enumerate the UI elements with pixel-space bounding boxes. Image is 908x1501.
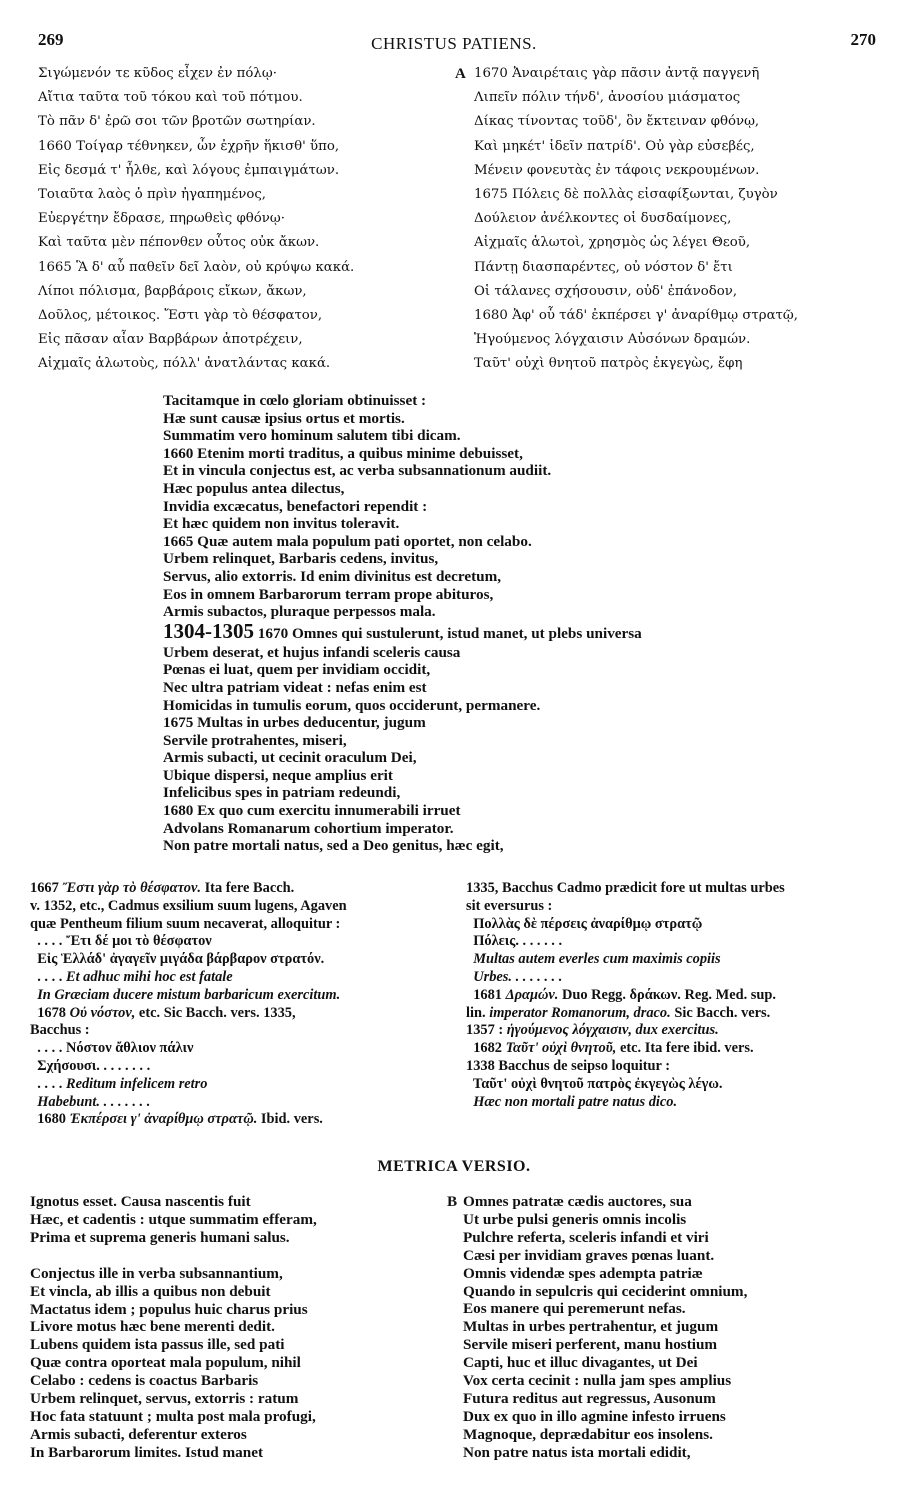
greek-verse-line: Οἱ τάλανες σχήσουσιν, οὐδ' ἐπάνοδον,	[474, 283, 738, 299]
note-line	[466, 969, 896, 987]
note-text: 1335, Bacchus Cadmo prædicit fore ut multas urbes	[466, 880, 785, 896]
latin-verse-line: Armis subacti, ut cecinit oraculum Dei,	[163, 749, 417, 767]
note-italic-text: In Græciam ducere mistum barbaricum exercitum.	[37, 986, 341, 1003]
note-text: Ita fere Bacch.	[200, 880, 295, 896]
metrica-verse-line: Pulchre referta, sceleris infandi et viri	[463, 1228, 709, 1246]
note-line	[466, 1094, 896, 1112]
latin-verse-line: Non patre mortali natus, sed a Deo genitus, hæc egit,	[163, 837, 504, 855]
greek-verse-line: Πάντῃ διασπαρέντες, οὐ νόστον δ' ἔτι	[474, 259, 733, 275]
latin-verse-line: Advolans Romanarum cohortium imperator.	[163, 819, 454, 837]
metrica-verse-line: Servile miseri perferent, manu hostium	[463, 1336, 718, 1354]
greek-verse-line: Τὸ πᾶν δ' ἐρῶ σοι τῶν βροτῶν σωτηρίαν.	[38, 114, 316, 130]
latin-verse-line: Invidia excæcatus, benefactori rependit :	[163, 497, 428, 515]
note-line	[30, 1040, 460, 1058]
latin-verse-line: 1660 Etenim morti traditus, a quibus minime debuisset,	[163, 444, 523, 462]
greek-text-left-column	[38, 62, 448, 377]
greek-verse-line: Αἴτια ταῦτα τοῦ τόκου καὶ τοῦ πότμου.	[38, 90, 303, 106]
greek-text-right-column	[474, 62, 894, 377]
note-line	[30, 951, 460, 969]
note-line	[466, 933, 896, 951]
notes-left-column	[30, 880, 460, 1129]
note-line	[30, 1094, 460, 1112]
latin-verse-line: Homicidas in tumulis eorum, quos occiderunt, permanere.	[163, 696, 541, 714]
greek-verse-line: Εἰς πᾶσαν αἶαν Βαρβάρων ἀποτρέχειν,	[38, 332, 303, 348]
note-text: . . . . Ἔτι δέ μοι τὸ θέσφατον	[30, 933, 212, 950]
latin-verse-line: Et in vincula conjectus est, ac verba subsannationum audiit.	[163, 462, 552, 480]
note-text: 1682	[466, 1040, 506, 1057]
margin-marker-b: B	[447, 1193, 458, 1210]
latin-verse-line: Pœnas ei luat, quem per invidiam occidit,	[163, 661, 431, 679]
note-text: 1338 Bacchus de seipso loquitur :	[466, 1057, 671, 1074]
metrica-verse-line: Multas in urbes pertrahentur, et jugum	[463, 1318, 719, 1336]
metrica-verse-line: Lubens quidem ista passus ille, sed pati	[30, 1336, 285, 1354]
note-text: Πολλὰς δὲ πέρσεις ἀναρίθμῳ στρατῷ	[466, 915, 703, 932]
metrica-verse-line: Omnis videndæ spes adempta patriæ	[463, 1264, 703, 1282]
note-italic-text: ἡγούμενος λόγχαισιν, dux exercitus.	[506, 1022, 719, 1039]
note-line	[30, 933, 460, 951]
note-italic-text: imperator Romanorum, draco.	[489, 1004, 671, 1021]
metrica-verse-line: Prima et suprema generis humani salus.	[30, 1228, 290, 1246]
note-italic-text: Et adhuc mihi hoc est fatale	[65, 968, 233, 985]
note-line	[466, 1058, 896, 1076]
metrica-verse-line: Capti, huc et illuc divagantes, ut Dei	[463, 1354, 698, 1372]
latin-lines-after	[163, 644, 863, 855]
latin-translation	[163, 392, 863, 855]
latin-verse-line: Nec ultra patriam videat : nefas enim est	[163, 678, 427, 696]
note-italic-text: Multas autem everles cum maximis copiis	[473, 951, 721, 968]
metrica-verse-line: Quando in sepulcris qui ceciderint omnium,	[463, 1282, 748, 1300]
note-text: Bacchus :	[30, 1022, 90, 1039]
metrica-verse-line: Livore motus hæc bene merenti dedit.	[30, 1318, 275, 1336]
greek-verse-line: Εὐεργέτην ἔδρασε, πηρωθεὶς φθόνῳ·	[38, 211, 285, 227]
greek-verse-line: 1665 Ἃ δ' αὖ παθεῖν δεῖ λαὸν, οὐ κρύψω κακά.	[38, 259, 355, 275]
latin-verse-line: Hæ sunt causæ ipsius ortus et mortis.	[163, 409, 405, 427]
column-numbers: 1304-1305	[163, 618, 254, 643]
note-italic-text: Ἐκπέρσει γ' ἀναρίθμῳ στρατῷ.	[69, 1111, 258, 1128]
greek-verse-line: Καὶ ταῦτα μὲν πέπονθεν οὗτος οὐκ ἄκων.	[38, 235, 320, 251]
metrica-verse-line: Quæ contra oporteat mala populum, nihil	[30, 1354, 301, 1372]
latin-verse-line: Servile protrahentes, miseri,	[163, 731, 347, 749]
note-text: etc. Sic Bacch. vers. 1335,	[135, 1004, 296, 1021]
note-italic-text: Reditum infelicem retro	[65, 1075, 208, 1092]
note-line	[30, 969, 460, 987]
note-line	[466, 987, 896, 1005]
note-line	[466, 1022, 896, 1040]
greek-verse-line: Μένειν φονευτὰς ἐν τάφοις νεκρουμένων.	[474, 162, 760, 178]
metrica-verse-line: In Barbarorum limites. Istud manet	[30, 1443, 264, 1461]
latin-verse-line: Infelicibus spes in patriam redeundi,	[163, 784, 401, 802]
latin-verse-line: Ubique dispersi, neque amplius erit	[163, 766, 393, 784]
latin-lines-before	[163, 392, 863, 621]
note-text: Ibid. vers.	[257, 1111, 323, 1128]
note-line	[466, 1076, 896, 1094]
latin-verse-line: Armis subactos, pluraque perpessos mala.	[163, 603, 436, 621]
greek-verse-line: Εἰς δεσμά τ' ἦλθε, καὶ λόγους ἐμπαιγμάτων.	[38, 162, 340, 178]
note-text: Sic Bacch. vers.	[670, 1004, 771, 1021]
note-text: Εἰς Ἑλλάδ' ἀγαγεῖν μιγάδα βάρβαρον στρατόν.	[30, 951, 325, 968]
note-text: . . . . Νόστον ἄθλιον πάλιν	[30, 1040, 194, 1057]
note-line	[30, 1058, 460, 1076]
note-italic-text: Οὐ νόστον,	[69, 1004, 136, 1021]
metrica-verse-line: Urbem relinquet, servus, extorris : ratum	[30, 1390, 299, 1408]
note-text: 1681	[466, 986, 506, 1003]
metrica-verse-line: Dux ex quo in illo agmine infesto irruens	[463, 1407, 726, 1425]
note-line	[466, 880, 896, 898]
page-header	[0, 30, 908, 56]
note-italic-text: Δραμών.	[505, 986, 559, 1003]
metrica-verse-line: Vox certa cecinit : nulla jam spes amplius	[463, 1372, 732, 1390]
metrica-verse-line: Celabo : cedens is coactus Barbaris	[30, 1372, 259, 1390]
note-text: 1357 :	[466, 1022, 507, 1039]
note-italic-text: Habebunt. . . . . . . .	[37, 1093, 151, 1110]
latin-verse-line: 1675 Multas in urbes deducentur, jugum	[163, 714, 426, 732]
latin-verse-line: Et hæc quidem non invitus toleravit.	[163, 515, 400, 533]
greek-verse-line: Δίκας τίνοντας τοῦδ', ὃν ἔκτειναν φθόνῳ,	[474, 114, 760, 130]
note-line	[466, 951, 896, 969]
note-text: Duo Regg. δράκων. Reg. Med. sup.	[558, 986, 776, 1003]
note-text: . . . .	[30, 1075, 66, 1092]
greek-verse-line: Αἰχμαῖς ἁλωτοὺς, πόλλ' ἀνατλάντας κακά.	[38, 356, 331, 372]
notes-right-column	[466, 880, 896, 1111]
greek-verse-line: Λιπεῖν πόλιν τήνδ', ἀνοσίου μιάσματος	[474, 90, 741, 106]
metrica-verse-line: Ignotus esset. Causa nascentis fuit	[30, 1193, 251, 1210]
page-number-left: 269	[38, 30, 64, 49]
metrica-verse-line: Armis subacti, deferentur exteros	[30, 1425, 247, 1443]
latin-verse-line: 1680 Ex quo cum exercitu innumerabili irruet	[163, 802, 461, 820]
note-text: lin.	[466, 1004, 490, 1021]
latin-verse-line: Eos in omnem Barbarorum terram prope abituros,	[163, 585, 494, 603]
metrica-verse-line: Futura reditus aut regressus, Ausonum	[463, 1389, 716, 1407]
greek-verse-line: 1670 Ἀναιρέταις γὰρ πᾶσιν ἀντᾷ παγγενῆ	[474, 66, 760, 81]
metrica-verse-line: Hæc, et cadentis : utque summatim efferam,	[30, 1210, 317, 1228]
margin-marker-a: A	[455, 66, 466, 82]
note-line	[466, 916, 896, 934]
latin-verse-line: Summatim vero hominum salutem tibi dicam.	[163, 427, 461, 445]
greek-verse-line: Δούλειον ἀνέλκοντες οἱ δυσδαίμονες,	[474, 211, 732, 227]
note-line	[30, 1022, 460, 1040]
latin-verse-line: Tacitamque in cœlo gloriam obtinuisset :	[163, 392, 427, 409]
greek-verse-line: Καὶ μηκέτ' ἰδεῖν πατρίδ'. Οὐ γὰρ εὐσεβές,	[474, 138, 755, 154]
greek-verse-line: 1675 Πόλεις δὲ πολλὰς εἰσαφίξωνται, ζυγὸν	[474, 187, 778, 203]
greek-verse-line: 1680 Ἀφ' οὗ τάδ' ἐκπέρσει γ' ἀναρίθμῳ στρατῷ,	[474, 308, 798, 324]
metrica-versio-heading: METRICA VERSIO.	[377, 1158, 531, 1175]
note-text: etc. Ita fere ibid. vers.	[616, 1040, 754, 1057]
latin-verse-line: Urbem relinquet, Barbaris cedens, invitus,	[163, 550, 439, 568]
note-line	[30, 1076, 460, 1094]
metrica-left-stanza-2	[30, 1265, 450, 1462]
greek-verse-line: Αἰχμαῖς ἁλωτοὶ, χρησμὸς ὡς λέγει Θεοῦ,	[474, 235, 751, 251]
metrica-verse-line: Hoc fata statuunt ; multa post mala profugi,	[30, 1407, 316, 1425]
metrica-verse-line: Et vincla, ab illis a quibus non debuit	[30, 1282, 271, 1300]
note-line	[30, 1111, 460, 1129]
metrica-verse-line: Eos manere qui peremerunt nefas.	[463, 1300, 686, 1318]
note-text: 1678	[30, 1004, 70, 1021]
greek-verse-line: 1660 Τοίγαρ τέθνηκεν, ὧν ἐχρῆν ἥκισθ' ὕπο,	[38, 138, 340, 154]
note-text: Σχήσουσι. . . . . . . .	[30, 1057, 151, 1074]
note-italic-text: Ταῦτ' οὐχὶ θνητοῦ,	[505, 1040, 617, 1057]
latin-line-1670	[163, 618, 863, 644]
metrica-left-column	[30, 1193, 450, 1462]
metrica-verse-line: Ut urbe pulsi generis omnis incolis	[463, 1210, 687, 1228]
note-text: sit eversurus :	[466, 897, 553, 914]
page-number-right: 270	[850, 30, 876, 49]
note-text: Ταῦτ' οὐχὶ θνητοῦ πατρὸς ἐκγεγὼς λέγω.	[466, 1075, 723, 1092]
greek-verse-line: Ταῦτ' οὐχὶ θνητοῦ πατρὸς ἐκγεγὼς, ἔφη	[474, 356, 743, 372]
latin-verse-line: Servus, alio extorris. Id enim divinitus est decretum,	[163, 567, 502, 585]
metrica-verse-line: Conjectus ille in verba subsannantium,	[30, 1264, 283, 1282]
note-line	[466, 1005, 896, 1023]
metrica-verse-line: Mactatus idem ; populus huic charus prius	[30, 1300, 308, 1318]
latin-verse-line: 1665 Quæ autem mala populum pati oportet, non celabo.	[163, 532, 532, 550]
note-line	[30, 916, 460, 934]
metrica-left-stanza-1	[30, 1193, 450, 1247]
latin-verse-line: Urbem deserat, et hujus infandi sceleris causa	[163, 643, 461, 661]
note-text: v. 1352, etc., Cadmus exsilium suum lugens, Agaven	[30, 897, 347, 914]
note-italic-text: Hæc non mortali patre natus dico.	[473, 1093, 678, 1110]
note-text: . . . .	[30, 968, 66, 985]
note-text: Πόλεις. . . . . . .	[466, 933, 563, 950]
metrica-verse-line: Non patre natus ista mortali edidit,	[463, 1443, 691, 1461]
greek-verse-line: Σιγώμενόν τε κῦδος εἶχεν ἐν πόλῳ·	[38, 66, 277, 81]
note-line	[466, 898, 896, 916]
note-line	[30, 898, 460, 916]
note-text: 1680	[30, 1111, 70, 1128]
note-italic-text: Urbes. . . . . . . .	[473, 968, 563, 985]
note-line	[30, 880, 460, 898]
metrica-verse-line: Magnoque, deprædabitur eos insolens.	[463, 1425, 713, 1443]
metrica-verse-line: Cæsi per invidiam graves pœnas luant.	[463, 1246, 715, 1264]
latin-verse-line: Hæc populus antea dilectus,	[163, 479, 345, 497]
note-line	[30, 1005, 460, 1023]
note-italic-text: Ἔστι γὰρ τὸ θέσφατον.	[62, 880, 201, 896]
greek-verse-line: Δοῦλος, μέτοικος. Ἔστι γὰρ τὸ θέσφατον,	[38, 308, 323, 324]
note-text: 1667	[30, 880, 63, 896]
latin-line-1670-text: 1670 Omnes qui sustulerunt, istud manet, ut plebs universa	[257, 624, 642, 642]
running-title: CHRISTUS PATIENS.	[371, 34, 537, 53]
greek-verse-line: Λίποι πόλισμα, βαρβάροις εἴκων, ἄκων,	[38, 283, 307, 299]
metrica-verse-line: Omnes patratæ cædis auctores, sua	[463, 1193, 692, 1210]
note-line	[466, 1040, 896, 1058]
greek-verse-line: Τοιαῦτα λαὸς ὁ πρὶν ἠγαπημένος,	[38, 187, 267, 203]
note-text: quæ Pentheum filium suum necaverat, alloquitur :	[30, 915, 341, 932]
metrica-right-column	[463, 1193, 883, 1462]
note-line	[30, 987, 460, 1005]
greek-verse-line: Ἡγούμενος λόγχαισιν Αὐσόνων δραμών.	[474, 332, 751, 348]
